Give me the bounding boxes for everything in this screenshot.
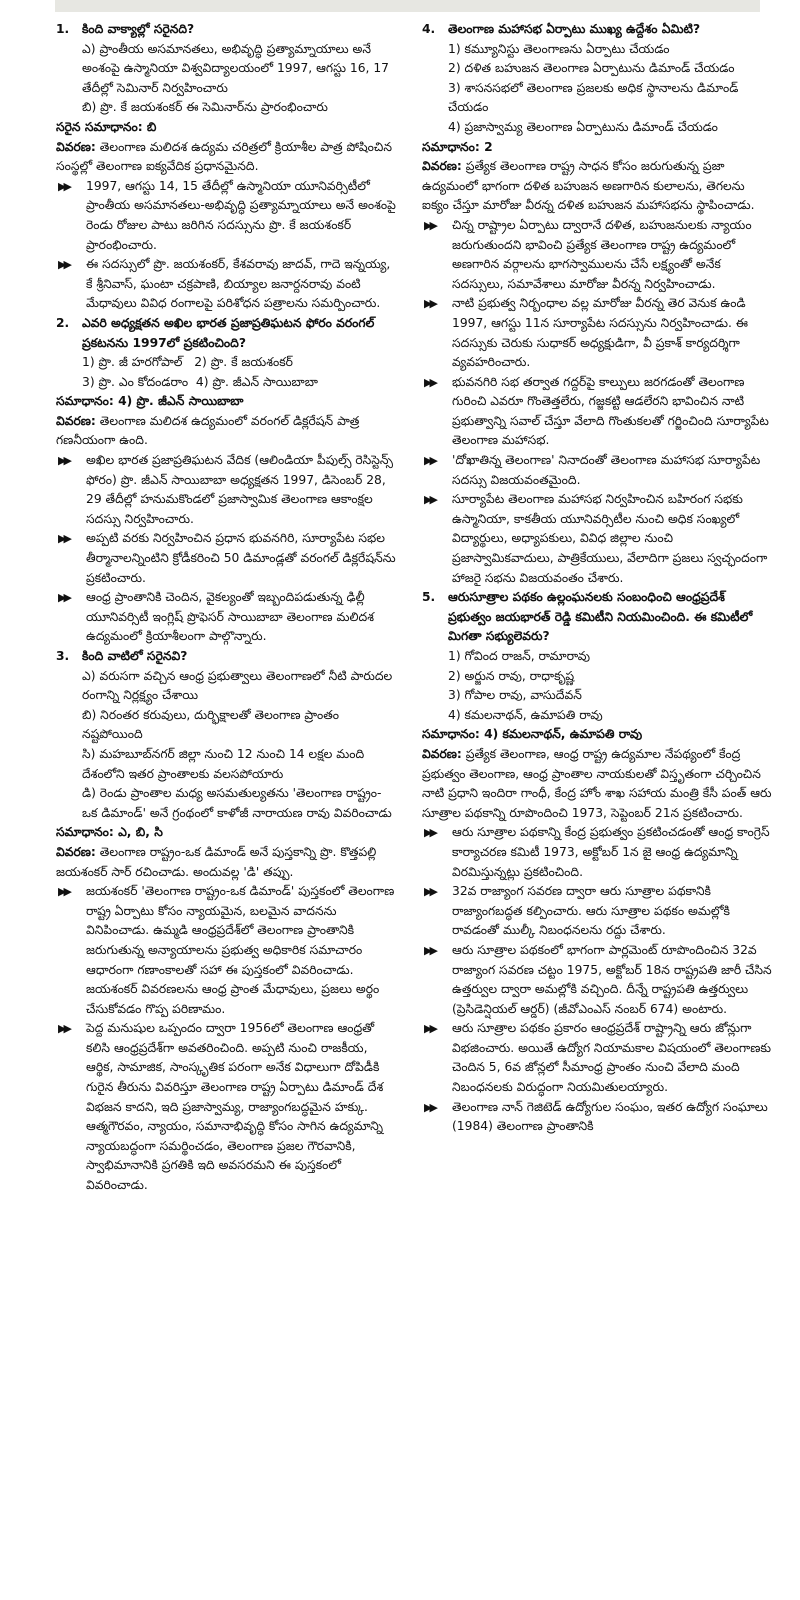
q2-bullet: ▶▶ ఆంధ్ర ప్రాంతానికి చెందిన, వైకల్యంతో ఇబ్బందిపడుతున్న ఢిల్లీ యూనివర్సిటీ ఇంగ్లిష్ ప్రొఫెసర్ సాయిబాబా తెలంగాణ మలిదశ ఉద్యమంలో క్రియాశీలంగా పాల్గొన్నారు.: [58, 590, 374, 644]
double-arrow-icon: ▶▶: [424, 885, 435, 899]
q3-bullet: ▶▶ పెద్ద మనుషుల ఒప్పందం ద్వారా 1956లో తెలంగాణ ఆంధ్రతో కలిసి ఆంధ్రప్రదేశ్‌గా అవతరించింది. అప్పటి నుంచి రాజకీయ, ఆర్థిక, సామాజిక, సాంస్కృతిక పరంగా అనేక విధాలుగా దోపిడీకి గురైన తీరును వివరిస్తూ తెలంగాణ రాష్ట్ర ఏర్పాటు డిమాండ్ దేశ విభజన కాదని, ఇది ప్రజాస్వామ్య, రాజ్యాంగబద్ధమైన హక్కు. ఆత్మగౌరవం, న్యాయం, సమానాభివృద్ధి కోసం సాగిన ఉద్యమాన్ని న్యాయబద్ధంగా సమర్థించడం, తెలంగాణ ప్రజల గౌరవానికి, స్వాభిమానానికి ప్రగతికి ఇది అవసరమని ఈ పుస్తకంలో వివరించాడు.: [58, 1021, 384, 1193]
q4-explanation: వివరణ: ప్రత్యేక తెలంగాణ రాష్ట్ర సాధన కోసం జరుగుతున్న ప్రజా ఉద్యమంలో భాగంగా దళిత బహుజన అణగారిన కులాలను, తెగలను ఐక్యం చేస్తూ మారోజు వీరన్న దళిత బహుజన మహాసభను స్థాపించాడు.: [422, 159, 755, 213]
double-arrow-icon: ▶▶: [58, 179, 69, 193]
double-arrow-icon: ▶▶: [58, 258, 69, 272]
question-5: 5. ఆరుసూత్రాల పథకం ఉల్లంఘనలకు సంబంధించి ఆంధ్రప్రదేశ్ ప్రభుత్వం జయభారత్ రెడ్డి కమిటీని నియమించింది. ఈ కమిటీలో మిగతా సభ్యులెవరు?: [422, 590, 753, 644]
q5-option: 1) గోవింద రాజన్, రామారావు: [448, 649, 591, 663]
left-column: [56, 20, 396, 1196]
q1-bullet: ▶▶ 1997, ఆగస్టు 14, 15 తేదీల్లో ఉస్మానియా యూనివర్సిటీలో ప్రాంతీయ అసమానతలు-అభివృద్ధి ప్రత్యామ్నాయాలు అనే అంశంపై రెండు రోజుల పాటు జరిగిన సదస్సును ప్రొ. కే జయశంకర్ ప్రారంభించారు.: [58, 178, 396, 252]
q1-bullet: ▶▶ ఈ సదస్సులో ప్రొ. జయశంకర్, కేశవరావు జాదవ్, గాదె ఇన్నయ్య, కే శ్రీనివాస్, ఘంటా చక్రపాణి, బియ్యాల జనార్దనరావు వంటి మేధావులు వివిధ రంగాలపై పరిశోధన పత్రాలను సమర్పించారు.: [58, 257, 391, 311]
q5-bullet: ▶▶ ఆరు సూత్రాల పథకంలో భాగంగా పార్లమెంట్ రూపొందించిన 32వ రాజ్యాంగ సవరణ చట్టం 1975, అక్టోబర్ 18న రాష్ట్రపతి జారీ చేసిన ఉత్తర్వుల ద్వారా అమల్లోకి వచ్చింది. దీన్నే రాష్ట్రపతి ఉత్తర్వులు (ప్రెసిడెన్షియల్ ఆర్డర్) (జీవోఎంఎస్ నంబర్ 674) అంటారు.: [424, 942, 772, 1016]
double-arrow-icon: ▶▶: [424, 1100, 435, 1114]
q3-option: బి) నిరంతర కరువులు, దుర్భిక్షాలతో తెలంగాణ ప్రాంతం నష్టపోయింది: [82, 707, 340, 742]
q1-option: బి) ప్రొ. కే జయశంకర్ ఈ సెమినార్‌ను ప్రారంభించారు: [82, 100, 328, 115]
question-2: 2. ఎవరి అధ్యక్షతన అఖిల భారత ప్రజాప్రతిఘటన ఫోరం వరంగల్ ప్రకటనను 1997లో ప్రకటించింది?: [56, 315, 375, 350]
double-arrow-icon: ▶▶: [424, 826, 435, 840]
q2-options-row: 1) ప్రొ. జీ హరగోపాల్ 2) ప్రొ. కే జయశంకర్: [82, 355, 293, 370]
q5-explanation: వివరణ: ప్రత్యేక తెలంగాణ, ఆంధ్ర రాష్ట్ర ఉద్యమాల నేపథ్యంలో కేంద్ర ప్రభుత్వం తెలంగాణ, ఆంధ్ర ప్రాంతాల నాయకులతో విస్తృతంగా చర్చించిన నాటి ప్రధాని ఇందిరా గాంధీ, కేంద్ర హోం శాఖ సహాయ మంత్రి కేసీ పంత్ ఆరు సూత్రాల పథకాన్ని రూపొందించి 1973, సెప్టెంబర్ 21న ప్రకటించారు.: [422, 746, 772, 820]
double-arrow-icon: ▶▶: [424, 454, 435, 468]
q5-bullet: ▶▶ ఆరు సూత్రాల పథకం ప్రకారం ఆంధ్రప్రదేశ్ రాష్ట్రాన్ని ఆరు జోన్లుగా విభజించారు. అయితే ఉద్యోగ నియామకాల విషయంలో తెలంగాణకు చెందిన 5, 6వ జోన్లలో సీమాంధ్ర ప్రాంతం నుంచి వేలాది మంది నిబంధనలకు విరుద్ధంగా నియమితులయ్యారు.: [424, 1021, 772, 1095]
q4-answer: సమాధానం: 2: [422, 139, 493, 154]
q3-option: సి) మహబూబ్‌నగర్ జిల్లా నుంచి 12 నుంచి 14 లక్షల మంది దేశంలోని ఇతర ప్రాంతాలకు వలసపోయారు: [82, 746, 365, 781]
double-arrow-icon: ▶▶: [424, 297, 435, 311]
double-arrow-icon: ▶▶: [424, 375, 435, 389]
q3-answer: సమాధానం: ఎ, బి, సి: [56, 825, 163, 840]
q2-bullet: ▶▶ అఖిల భారత ప్రజాప్రతిఘటన వేదిక (ఆలిండియా పీపుల్స్ రెసిస్టెన్స్ ఫోరం) ప్రొ. జీఎన్ సాయిబాబా అధ్యక్షతన 1997, డిసెంబర్ 28, 29 తేదీల్లో హనుమకొండలో ప్రజాస్వామిక తెలంగాణ ఆకాంక్షల సదస్సు నిర్వహించారు.: [58, 453, 393, 526]
q3-option: ఎ) వరుసగా వచ్చిన ఆంధ్ర ప్రభుత్వాలు తెలంగాణలో నీటి పారుదల రంగాన్ని నిర్లక్ష్యం చేశాయి: [82, 668, 393, 703]
q5-bullet: ▶▶ ఆరు సూత్రాల పథకాన్ని కేంద్ర ప్రభుత్వం ప్రకటించడంతో ఆంధ్ర కాంగ్రెస్ కార్యాచరణ కమిటీ 1973, అక్టోబర్ 1న జై ఆంధ్ర ఉద్యమాన్ని విరమిస్తున్నట్లు ప్రకటించింది.: [424, 825, 770, 879]
double-arrow-icon: ▶▶: [58, 591, 69, 605]
question-1: 1. కింది వాక్యాల్లో సరైనది?: [56, 22, 195, 36]
q5-option: 2) అర్జున రావు, రాధాకృష్ణ: [448, 668, 575, 683]
q4-option: 4) ప్రజాస్వామ్య తెలంగాణ ఏర్పాటును డిమాండ్ చేయడం: [448, 119, 718, 134]
double-arrow-icon: ▶▶: [58, 1022, 69, 1036]
q4-bullet: ▶▶ నాటి ప్రభుత్వ నిర్బంధాల వల్ల మారోజు వీరన్న తెర వెనుక ఉండి 1997, ఆగస్టు 11న సూర్యాపేట సదస్సును నిర్వహించాడు. ఈ సదస్సుకు చెరుకు సుధాకర్ అధ్యక్షుడిగా, వీ ప్రకాశ్ కార్యదర్శిగా వ్యవహరించారు.: [424, 296, 748, 370]
q2-options-row: 3) ప్రొ. ఎం కోదండరాం 4) ప్రొ. జీఎన్ సాయిబాబా: [82, 374, 318, 389]
double-arrow-icon: ▶▶: [424, 943, 435, 957]
q4-option: 1) కమ్యూనిస్టు తెలంగాణను ఏర్పాటు చేయడం: [448, 41, 670, 56]
right-column: [422, 20, 772, 1137]
question-3: 3. కింది వాటిలో సరైనవి?: [56, 649, 188, 663]
double-arrow-icon: ▶▶: [424, 1022, 435, 1036]
q4-bullet: ▶▶ భువనగిరి సభ తర్వాత గద్దర్‌పై కాల్పులు జరగడంతో తెలంగాణ గురించి ఎవరూ గొంతెత్తలేరు, గజ్జకట్టి ఆడలేరని భావించిన నాటి ప్రభుత్వాన్ని సవాల్ చేస్తూ వేలాది గొంతుకలతో గర్జించింది సూర్యాపేట తెలంగాణ మహాసభ.: [424, 374, 769, 448]
q5-answer: సమాధానం: 4) కమలనాథన్, ఉమాపతి రావు: [422, 727, 643, 742]
q2-explanation: వివరణ: తెలంగాణ మలిదశ ఉద్యమంలో వరంగల్ డిక్లరేషన్ పాత్ర గణనీయంగా ఉంది.: [56, 413, 360, 448]
q5-bullet: ▶▶ 32వ రాజ్యాంగ సవరణ ద్వారా ఆరు సూత్రాల పథకానికి రాజ్యాంగబద్ధత కల్పించారు. ఆరు సూత్రాల పథకం అమల్లోకి రావడంతో ముల్కీ నిబంధనలను రద్దు చేశారు.: [424, 884, 730, 938]
q3-explanation: వివరణ: తెలంగాణ రాష్ట్రం-ఒక డిమాండ్ అనే పుస్తకాన్ని ప్రొ. కొత్తపల్లి జయశంకర్ సార్ రచించాడు. అందువల్ల 'డి' తప్పు.: [56, 844, 377, 879]
question-4: 4. తెలంగాణ మహాసభ ఏర్పాటు ముఖ్య ఉద్దేశం ఏమిటి?: [422, 22, 701, 36]
q2-answer: సమాధానం: 4) ప్రొ. జీఎన్ సాయిబాబా: [56, 394, 244, 409]
q4-bullet: ▶▶ చిన్న రాష్ట్రాల ఏర్పాటు ద్వారానే దళిత, బహుజనులకు న్యాయం జరుగుతుందని భావించి ప్రత్యేక తెలంగాణ రాష్ట్ర ఉద్యమంలో అణగారిన వర్గాలను భాగస్వాములను చేసే లక్ష్యంతో అనేక సదస్సులు, సమావేశాలు మారోజు వీరన్న నిర్వహించాడు.: [424, 217, 752, 291]
q4-option: 3) శాసనసభలో తెలంగాణ ప్రజలకు అధిక స్థానాలను డిమాండ్ చేయడం: [448, 80, 739, 115]
q4-option: 2) దళిత బహుజన తెలంగాణ ఏర్పాటును డిమాండ్ చేయడం: [448, 61, 735, 76]
q3-bullet: ▶▶ జయశంకర్ 'తెలంగాణ రాష్ట్రం-ఒక డిమాండ్' పుస్తకంలో తెలంగాణ రాష్ట్ర ఏర్పాటు కోసం న్యాయమైన, బలమైన వాదనను వినిపించాడు. ఉమ్మడి ఆంధ్రప్రదేశ్‌లో తెలంగాణ ప్రాంతానికి జరుగుతున్న అన్యాయాలను ప్రభుత్వ అధికారిక సమాచారం ఆధారంగా గణాంకాలతో సహా ఈ పుస్తకంలో వివరించాడు. జయశంకర్ వివరణలను ఆంధ్ర ప్రాంత మేధావులు, ప్రజలు అర్థం చేసుకోవడం గొప్ప పరిణామం.: [58, 884, 395, 1016]
q1-answer: సరైన సమాధానం: బి: [56, 119, 157, 134]
double-arrow-icon: ▶▶: [58, 885, 69, 899]
q4-bullet: ▶▶ సూర్యాపేట తెలంగాణ మహాసభ నిర్వహించిన బహిరంగ సభకు ఉస్మానియా, కాకతీయ యూనివర్సిటీల నుంచి అధిక సంఖ్యలో విద్యార్థులు, అధ్యాపకులు, వివిధ జిల్లాల నుంచి ప్రజాస్వామికవాదులు, పాత్రికేయులు, వేలాదిగా ప్రజలు స్వచ్ఛందంగా హాజరై సభను విజయవంతం చేశారు.: [424, 492, 768, 585]
double-arrow-icon: ▶▶: [58, 532, 69, 546]
q3-option: డి) రెండు ప్రాంతాల మధ్య అసమతుల్యతను 'తెలంగాణ రాష్ట్రం-ఒక డిమాండ్' అనే గ్రంథంలో కాళోజీ నారాయణ రావు వివరించాడు: [82, 786, 392, 820]
q5-option: 3) గోపాల రావు, వాసుదేవన్: [448, 688, 582, 703]
q4-bullet: ▶▶ 'దోఖాతిన్న తెలంగాణ' నినాదంతో తెలంగాణ మహాసభ సూర్యాపేట సదస్సు విజయవంతమైంది.: [424, 453, 761, 487]
q5-bullet: ▶▶ తెలంగాణ నాన్ గెజిటెడ్ ఉద్యోగుల సంఘం, ఇతర ఉద్యోగ సంఘాలు (1984) తెలంగాణ ప్రాంతానికి: [424, 1099, 768, 1134]
double-arrow-icon: ▶▶: [58, 454, 69, 468]
q1-option: ఎ) ప్రాంతీయ అసమానతలు, అభివృద్ధి ప్రత్యామ్నాయాలు అనే అంశంపై ఉస్మానియా విశ్వవిద్యాలయంలో 1997, ఆగస్టు 16, 17 తేదీల్లో సెమినార్ నిర్వహించారు: [82, 41, 389, 95]
double-arrow-icon: ▶▶: [424, 493, 435, 507]
q5-option: 4) కమలనాథన్, ఉమాపతి రావు: [448, 707, 603, 722]
q2-bullet: ▶▶ అప్పటి వరకు నిర్వహించిన ప్రధాన భువనగిరి, సూర్యాపేట సభల తీర్మానాలన్నింటిని క్రోడీకరించి 50 డిమాండ్లతో వరంగల్ డిక్లరేషన్‌ను ప్రకటించారు.: [58, 531, 396, 585]
double-arrow-icon: ▶▶: [424, 218, 435, 232]
q1-explanation: వివరణ: తెలంగాణ మలిదశ ఉద్యమ చరిత్రలో క్రియాశీల పాత్ర పోషించిన సంస్థల్లో తెలంగాణ ఐక్యవేదిక ప్రధానమైనది.: [56, 139, 392, 174]
